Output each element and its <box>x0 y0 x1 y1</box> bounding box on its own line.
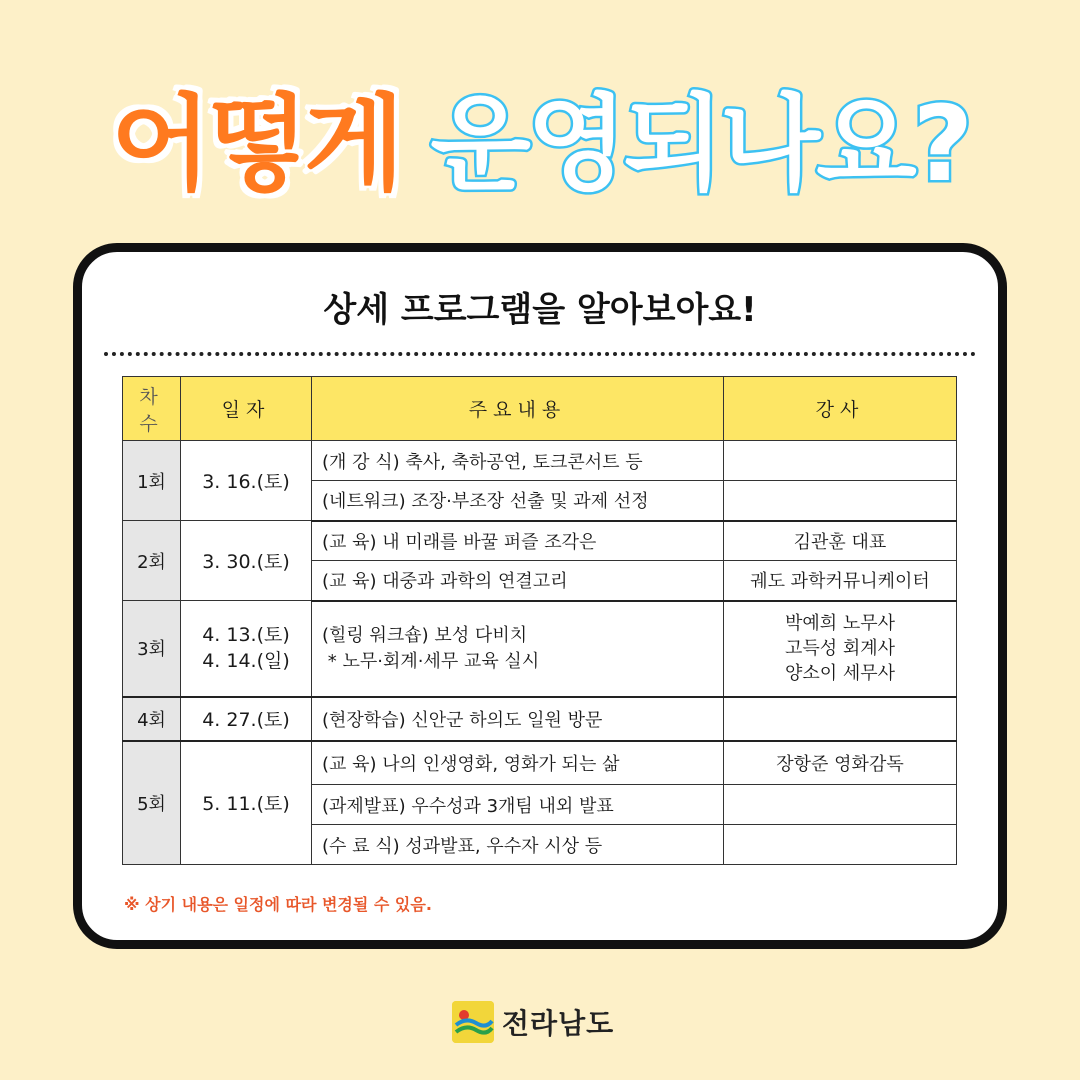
lecturer-cell <box>724 601 957 697</box>
content-cell: (과제발표) 우수성과 3개팀 내외 발표 <box>312 785 724 825</box>
content-line: * 노무·회계·세무 교육 실시 <box>322 650 540 672</box>
round-cell: 3회 <box>123 601 181 697</box>
disclaimer-note: ※ 상기 내용은 일정에 따라 변경될 수 있음. <box>124 895 432 914</box>
lecturer-cell <box>724 481 957 521</box>
lecturer-cell <box>724 785 957 825</box>
content-cell: (교 육) 나의 인생영화, 영화가 되는 삶 <box>312 741 724 785</box>
lecturer-cell: 궤도 과학커뮤니케이터 <box>724 561 957 601</box>
round-cell: 5회 <box>123 741 181 865</box>
schedule-table <box>122 376 957 865</box>
lecturer-line: 고득성 회계사 <box>784 637 896 659</box>
content-cell: (교 육) 대중과 과학의 연결고리 <box>312 561 724 601</box>
table-row <box>123 601 957 697</box>
card-title: 상세 프로그램을 알아보아요! <box>323 290 757 330</box>
date-line: 4. 14.(일) <box>202 650 290 673</box>
dotted-divider <box>104 352 976 356</box>
table-row <box>123 697 957 741</box>
jeollanamdo-logo-icon <box>452 1001 494 1043</box>
lecturer-line: 양소이 세무사 <box>784 663 896 685</box>
date-cell <box>181 601 312 697</box>
header-lecturer: 강사 <box>724 377 957 441</box>
lecturer-line: 박예희 노무사 <box>784 612 896 634</box>
content-cell: (네트워크) 조장·부조장 선출 및 과제 선정 <box>312 481 724 521</box>
content-line: (힐링 워크숍) 보성 다비치 <box>322 625 528 647</box>
table-row <box>123 741 957 785</box>
table-row <box>123 441 957 481</box>
table-row <box>123 521 957 561</box>
logo-text: 전라남도 <box>502 1007 615 1040</box>
program-card <box>73 243 1007 949</box>
header-date: 일자 <box>181 377 312 441</box>
footer-logo <box>452 1000 614 1044</box>
headline-part1: 어떻게 <box>110 83 401 205</box>
content-cell: (개 강 식) 축사, 축하공연, 토크콘서트 등 <box>312 441 724 481</box>
date-cell: 3. 16.(토) <box>181 441 312 521</box>
date-cell: 4. 27.(토) <box>181 697 312 741</box>
content-cell: (수 료 식) 성과발표, 우수자 시상 등 <box>312 825 724 865</box>
table-header-row <box>123 377 957 441</box>
lecturer-cell: 장항준 영화감독 <box>724 741 957 785</box>
date-cell: 5. 11.(토) <box>181 741 312 865</box>
round-cell: 4회 <box>123 697 181 741</box>
date-line: 4. 13.(토) <box>202 623 290 646</box>
header-round: 차수 <box>123 377 181 441</box>
lecturer-cell <box>724 441 957 481</box>
date-cell: 3. 30.(토) <box>181 521 312 601</box>
content-cell: (현장학습) 신안군 하의도 일원 방문 <box>312 697 724 741</box>
lecturer-cell <box>724 697 957 741</box>
lecturer-cell <box>724 825 957 865</box>
lecturer-cell: 김관훈 대표 <box>724 521 957 561</box>
round-cell: 1회 <box>123 441 181 521</box>
content-cell: (교 육) 내 미래를 바꿀 퍼즐 조각은 <box>312 521 724 561</box>
headline <box>0 83 1080 205</box>
header-content: 주요내용 <box>312 377 724 441</box>
round-cell: 2회 <box>123 521 181 601</box>
headline-part2: 운영되나요? <box>430 83 970 205</box>
content-cell <box>312 601 724 697</box>
